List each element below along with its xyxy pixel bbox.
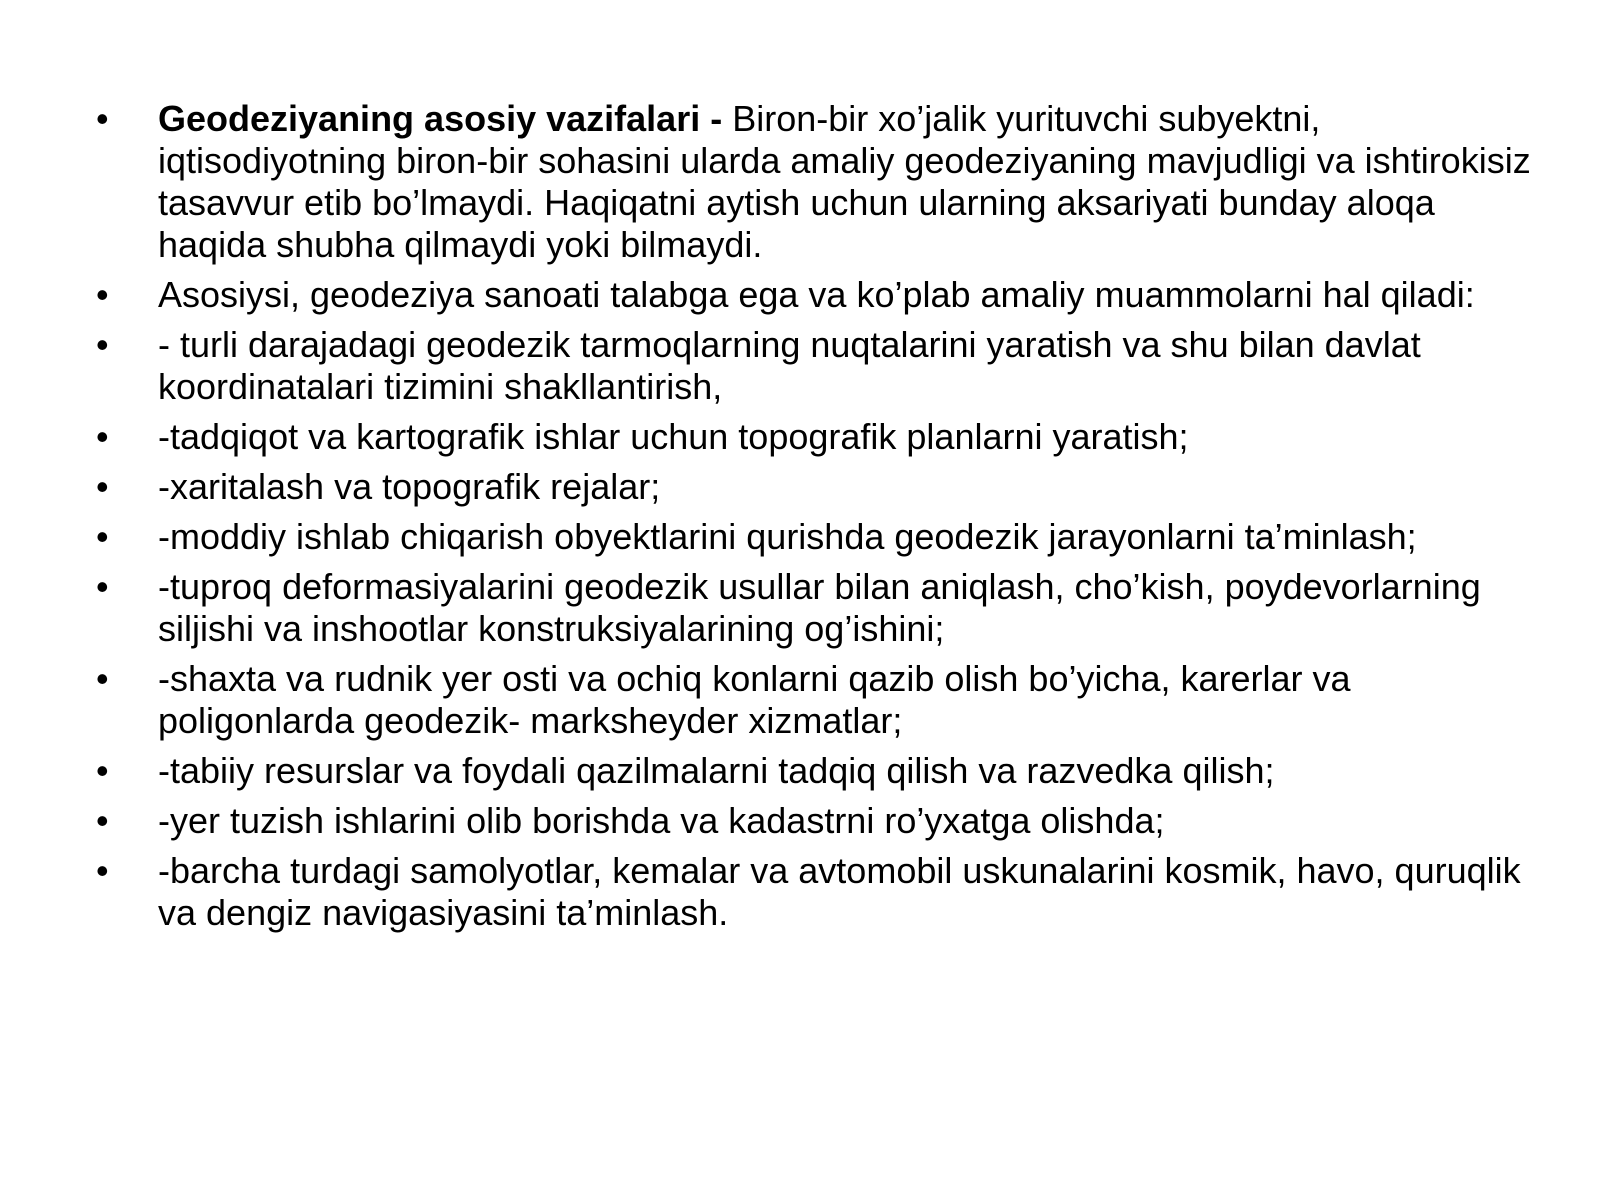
bullet-dot-icon: • bbox=[96, 750, 109, 791]
bullet-dot-icon: • bbox=[96, 274, 109, 315]
bullet-dot-icon: • bbox=[96, 324, 109, 365]
bullet-list bbox=[92, 98, 1532, 942]
bullet-dot-icon: • bbox=[96, 516, 109, 557]
bullet-dot-icon: • bbox=[96, 416, 109, 457]
bullet-lead-text: Geodeziyaning asosiy vazifalari - bbox=[158, 98, 733, 139]
bullet-item-4 bbox=[92, 416, 1532, 458]
bullet-text: Biron-bir xo’jalik yurituvchi subyektni, iqtisodiyotning biron-bir sohasini ularda amaliy geodeziyaning mavjudligi va ishtirokisiz tasavvur etib bo’lmaydi. Haqiqatni aytish uchun ularning aksariyati bunday aloqa haqida shubha qilmaydi yoki bilmaydi. bbox=[158, 98, 1531, 265]
bullet-text: -tadqiqot va kartografik ishlar uchun topografik planlarni yaratish; bbox=[158, 416, 1189, 457]
bullet-dot-icon: • bbox=[96, 658, 109, 699]
bullet-item-10 bbox=[92, 800, 1532, 842]
bullet-text: Asosiysi, geodeziya sanoati talabga ega va ko’plab amaliy muammolarni hal qiladi: bbox=[158, 274, 1475, 315]
bullet-text: -moddiy ishlab chiqarish obyektlarini qurishda geodezik jarayonlarni ta’minlash; bbox=[158, 516, 1417, 557]
bullet-dot-icon: • bbox=[96, 466, 109, 507]
bullet-text: -yer tuzish ishlarini olib borishda va kadastrni ro’yxatga olishda; bbox=[158, 800, 1165, 841]
bullet-dot-icon: • bbox=[96, 850, 109, 891]
bullet-item-6 bbox=[92, 516, 1532, 558]
bullet-dot-icon: • bbox=[96, 800, 109, 841]
bullet-text: -shaxta va rudnik yer osti va ochiq konlarni qazib olish bo’yicha, karerlar va poligonlarda geodezik- marksheyder xizmatlar; bbox=[158, 658, 1351, 741]
bullet-text: -xaritalash va topografik rejalar; bbox=[158, 466, 661, 507]
bullet-item-3 bbox=[92, 324, 1532, 408]
bullet-text: -tabiiy resurslar va foydali qazilmalarni tadqiq qilish va razvedka qilish; bbox=[158, 750, 1275, 791]
bullet-dot-icon: • bbox=[96, 98, 109, 139]
bullet-text: - turli darajadagi geodezik tarmoqlarning nuqtalarini yaratish va shu bilan davlat koordinatalari tizimini shakllantirish, bbox=[158, 324, 1421, 407]
bullet-item-9 bbox=[92, 750, 1532, 792]
bullet-item-2 bbox=[92, 274, 1532, 316]
bullet-text: -tuproq deformasiyalarini geodezik usullar bilan aniqlash, cho’kish, poydevorlarning siljishi va inshootlar konstruksiyalarining og’ishini; bbox=[158, 566, 1481, 649]
bullet-item-11 bbox=[92, 850, 1532, 934]
bullet-dot-icon: • bbox=[96, 566, 109, 607]
bullet-item-7 bbox=[92, 566, 1532, 650]
bullet-item-5 bbox=[92, 466, 1532, 508]
bullet-text: -barcha turdagi samolyotlar, kemalar va avtomobil uskunalarini kosmik, havo, quruqlik va dengiz navigasiyasini ta’minlash. bbox=[158, 850, 1521, 933]
bullet-item-8 bbox=[92, 658, 1532, 742]
bullet-item-1 bbox=[92, 98, 1532, 266]
